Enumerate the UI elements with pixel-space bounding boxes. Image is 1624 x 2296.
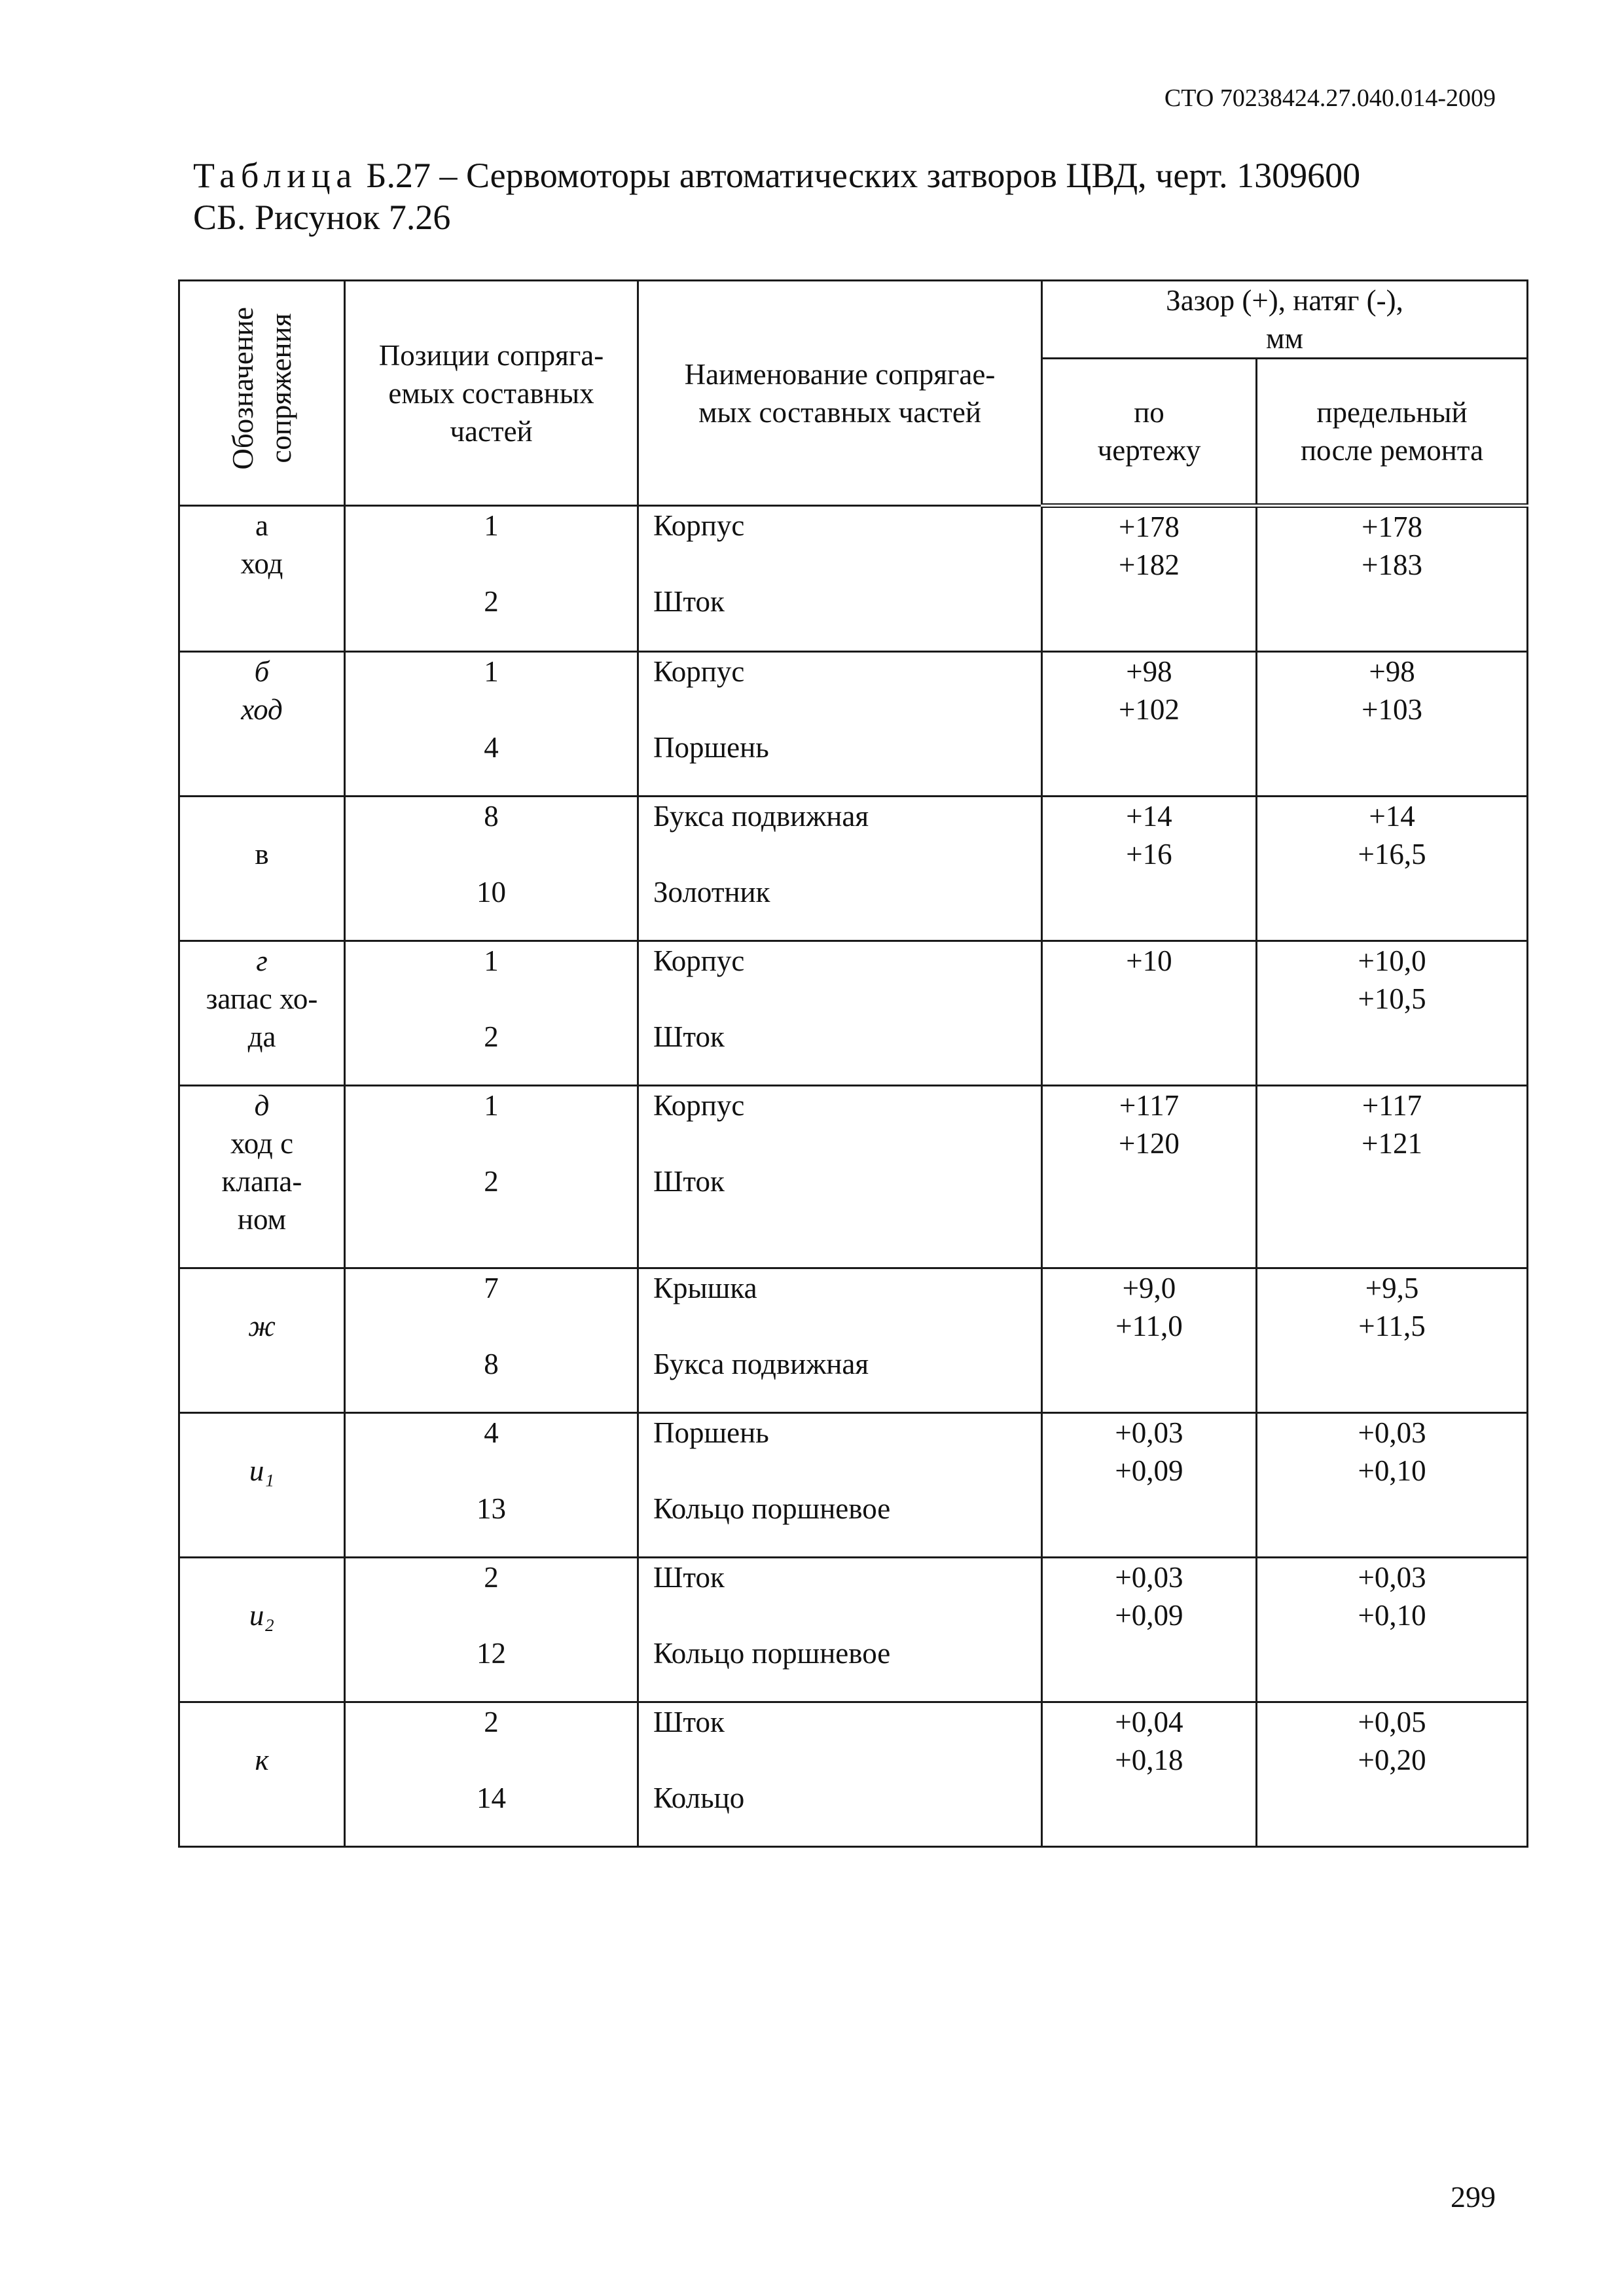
cell-part-names-line: Корпус: [653, 1089, 745, 1122]
cell-gap-limit-line: +0,10: [1358, 1454, 1426, 1487]
cell-designation: [179, 1558, 345, 1702]
cell-positions: [345, 1268, 638, 1413]
cell-part-names-line: Кольцо поршневое: [653, 1637, 891, 1670]
cell-gap-by-drawing-line: +9,0: [1122, 1272, 1176, 1304]
cell-positions-line: 1: [484, 944, 499, 977]
table-row: [179, 506, 1528, 652]
cell-part-names-line: Кольцо поршневое: [653, 1492, 891, 1525]
cell-gap-limit-line: +103: [1362, 693, 1422, 726]
cell-gap-by-drawing: [1042, 797, 1257, 941]
cell-designation-line: б: [254, 655, 270, 688]
cell-part-names-line: Шток: [653, 585, 725, 618]
cell-gap-limit-line: +98: [1369, 655, 1415, 688]
cell-positions-line: 10: [477, 876, 506, 908]
cell-designation: [179, 1413, 345, 1558]
cell-designation-line: ход с: [230, 1127, 294, 1160]
cell-part-names-line: [653, 1124, 1041, 1162]
cell-positions: [345, 1086, 638, 1268]
cell-positions-line: [346, 1124, 637, 1162]
cell-part-names-line: [653, 545, 1041, 583]
cell-part-names-line: [653, 1452, 1041, 1490]
cell-gap-limit-line: +183: [1362, 548, 1422, 581]
header-by-drawing: [1042, 359, 1257, 506]
cell-positions: [345, 1702, 638, 1847]
cell-designation-line: [180, 1414, 344, 1452]
cell-positions-line: 8: [484, 1348, 499, 1380]
cell-part-names: [638, 506, 1042, 652]
cell-positions-line: [346, 545, 637, 583]
cell-designation-line: к: [255, 1744, 269, 1776]
cell-designation-line: клапа-: [221, 1165, 302, 1198]
cell-part-names-line: Букса подвижная: [653, 1348, 869, 1380]
table-row: [179, 1268, 1528, 1413]
header-by-drawing-line: по: [1134, 396, 1164, 429]
cell-designation: [179, 1268, 345, 1413]
cell-part-names-line: [653, 980, 1041, 1018]
cell-positions-line: 2: [484, 1706, 499, 1738]
cell-gap-limit-line: +14: [1369, 800, 1415, 833]
cell-gap-limit-line: +0,05: [1358, 1706, 1426, 1738]
cell-positions-line: [346, 1452, 637, 1490]
cell-gap-by-drawing: [1042, 1268, 1257, 1413]
cell-designation-line: ном: [237, 1203, 287, 1236]
cell-part-names-line: [653, 1307, 1041, 1345]
cell-part-names: [638, 1702, 1042, 1847]
cell-part-names: [638, 797, 1042, 941]
cell-positions-line: 2: [484, 1561, 499, 1594]
cell-positions-line: 1: [484, 655, 499, 688]
cell-designation-line: [180, 1558, 344, 1596]
cell-gap-by-drawing-line: [1043, 980, 1255, 1018]
cell-part-names-line: Поршень: [653, 1416, 769, 1449]
cell-designation: [179, 1702, 345, 1847]
cell-gap-limit-line: +10,5: [1358, 982, 1426, 1015]
cell-gap-limit-line: +178: [1362, 511, 1422, 543]
cell-part-names-line: Золотник: [653, 876, 770, 908]
table-row: [179, 652, 1528, 797]
cell-gap-by-drawing-line: +0,09: [1115, 1599, 1183, 1632]
cell-designation-line: ход: [241, 693, 283, 726]
cell-gap-by-drawing: [1042, 652, 1257, 797]
cell-part-names-line: [653, 1596, 1041, 1634]
cell-part-names-line: Шток: [653, 1020, 725, 1053]
cell-designation-line: ход: [240, 547, 283, 580]
cell-gap-by-drawing-line: +14: [1126, 800, 1172, 833]
cell-part-names: [638, 652, 1042, 797]
cell-part-names: [638, 1268, 1042, 1413]
table-row: [179, 797, 1528, 941]
cell-positions-line: 8: [484, 800, 499, 833]
cell-positions-line: 2: [484, 1020, 499, 1053]
cell-part-names: [638, 941, 1042, 1086]
cell-positions: [345, 1558, 638, 1702]
cell-gap-by-drawing-line: +120: [1119, 1127, 1180, 1160]
cell-designation-line: а: [255, 509, 268, 542]
table-caption: [193, 154, 1528, 238]
cell-designation: [179, 652, 345, 797]
cell-part-names-line: Крышка: [653, 1272, 757, 1304]
cell-gap-by-drawing-line: +0,03: [1115, 1416, 1183, 1449]
cell-positions-line: [346, 1596, 637, 1634]
cell-positions: [345, 652, 638, 797]
header-limit-line: после ремонта: [1300, 434, 1484, 467]
cell-gap-by-drawing-line: +10: [1126, 944, 1172, 977]
cell-part-names-line: [653, 1741, 1041, 1779]
cell-part-names-line: Корпус: [653, 944, 745, 977]
cell-positions-line: 2: [484, 1165, 499, 1198]
cell-designation-line: и₁: [249, 1454, 275, 1487]
cell-positions: [345, 1413, 638, 1558]
cell-part-names-line: Шток: [653, 1561, 725, 1594]
cell-designation-line: запас хо-: [206, 982, 318, 1015]
cell-gap-limit-line: +0,10: [1358, 1599, 1426, 1632]
header-limit: [1257, 359, 1528, 506]
table-row: [179, 1086, 1528, 1268]
cell-gap-by-drawing-line: +0,04: [1115, 1706, 1183, 1738]
cell-gap-limit-line: +11,5: [1358, 1310, 1426, 1342]
cell-gap-limit: [1257, 1702, 1528, 1847]
cell-positions-line: [346, 1307, 637, 1345]
cell-gap-limit: [1257, 1268, 1528, 1413]
cell-gap-by-drawing: [1042, 1413, 1257, 1558]
cell-gap-by-drawing: [1042, 941, 1257, 1086]
cell-designation-line: и₂: [249, 1599, 275, 1632]
cell-designation-line: да: [247, 1020, 276, 1053]
cell-part-names-line: Корпус: [653, 655, 745, 688]
cell-part-names: [638, 1413, 1042, 1558]
cell-gap-limit-line: +121: [1362, 1127, 1422, 1160]
cell-gap-by-drawing-line: +0,03: [1115, 1561, 1183, 1594]
cell-positions: [345, 797, 638, 941]
cell-gap-limit-line: +0,20: [1358, 1744, 1426, 1776]
cell-part-names-line: Букса подвижная: [653, 800, 869, 833]
cell-gap-limit-line: +10,0: [1358, 944, 1426, 977]
header-positions-line: Позиции сопряга-: [378, 338, 604, 372]
cell-positions-line: [346, 835, 637, 873]
cell-positions-line: 7: [484, 1272, 499, 1304]
cell-designation-line: ж: [248, 1310, 276, 1342]
cell-gap-by-drawing-line: +98: [1126, 655, 1172, 688]
cell-gap-by-drawing-line: +117: [1119, 1089, 1180, 1122]
header-part-names: [638, 281, 1042, 506]
cell-positions-line: 1: [484, 509, 499, 542]
mating-clearance-table: [178, 279, 1528, 1848]
cell-part-names-line: Шток: [653, 1165, 725, 1198]
caption-title: Б.27 – Сервомоторы автоматических затворов ЦВД, черт. 1309600: [366, 156, 1361, 195]
cell-positions-line: 13: [477, 1492, 506, 1525]
cell-gap-limit-line: +117: [1362, 1089, 1422, 1122]
cell-gap-limit: [1257, 652, 1528, 797]
header-part-names-line: Наименование сопрягае-: [684, 357, 996, 391]
cell-gap-by-drawing-line: +11,0: [1115, 1310, 1183, 1342]
header-positions-line: частей: [450, 414, 533, 448]
cell-designation-line: в: [255, 838, 269, 870]
cell-designation: [179, 797, 345, 941]
table-row: [179, 941, 1528, 1086]
cell-part-names-line: [653, 691, 1041, 728]
cell-gap-by-drawing-line: +16: [1126, 838, 1172, 870]
cell-gap-limit: [1257, 941, 1528, 1086]
table-row: [179, 1702, 1528, 1847]
header-gap-line: Зазор (+), натяг (-),: [1166, 284, 1403, 317]
cell-gap-limit-line: +0,03: [1358, 1561, 1426, 1594]
cell-gap-limit-line: +0,03: [1358, 1416, 1426, 1449]
header-gap: [1042, 281, 1528, 359]
cell-gap-by-drawing-line: +0,18: [1115, 1744, 1183, 1776]
header-limit-line: предельный: [1316, 396, 1468, 429]
page-number: 299: [1451, 2180, 1496, 2214]
cell-gap-by-drawing: [1042, 506, 1257, 652]
cell-positions-line: [346, 691, 637, 728]
cell-designation-line: д: [254, 1089, 270, 1122]
cell-part-names-line: Шток: [653, 1706, 725, 1738]
table-row: [179, 1558, 1528, 1702]
cell-gap-limit: [1257, 1558, 1528, 1702]
cell-designation: [179, 941, 345, 1086]
cell-positions-line: 4: [484, 731, 499, 764]
cell-part-names-line: Поршень: [653, 731, 769, 764]
cell-positions-line: 14: [477, 1782, 506, 1814]
cell-gap-limit: [1257, 797, 1528, 941]
cell-positions: [345, 941, 638, 1086]
cell-gap-by-drawing: [1042, 1558, 1257, 1702]
header-gap-line: мм: [1266, 322, 1303, 355]
cell-gap-by-drawing: [1042, 1086, 1257, 1268]
cell-part-names: [638, 1086, 1042, 1268]
cell-gap-limit-line: +9,5: [1365, 1272, 1419, 1304]
cell-positions-line: [346, 980, 637, 1018]
cell-part-names-line: Кольцо: [653, 1782, 745, 1814]
caption-figure-ref: СБ. Рисунок 7.26: [193, 198, 451, 237]
cell-positions-line: 1: [484, 1089, 499, 1122]
cell-designation: [179, 506, 345, 652]
header-by-drawing-line: чертежу: [1097, 434, 1201, 467]
cell-part-names: [638, 1558, 1042, 1702]
cell-part-names-line: [653, 835, 1041, 873]
cell-designation-line: [180, 797, 344, 835]
document-code: СТО 70238424.27.040.014-2009: [1164, 84, 1496, 112]
cell-gap-by-drawing-line: +102: [1119, 693, 1180, 726]
cell-designation-line: г: [256, 944, 268, 977]
caption-table-word: Таблица: [193, 156, 357, 195]
cell-gap-limit: [1257, 1086, 1528, 1268]
table-row: [179, 1413, 1528, 1558]
cell-positions-line: 4: [484, 1416, 499, 1449]
cell-positions-line: [346, 1741, 637, 1779]
header-positions-line: емых составных: [388, 376, 594, 410]
cell-gap-limit-line: +16,5: [1358, 838, 1426, 870]
cell-gap-by-drawing-line: +178: [1119, 511, 1180, 543]
header-positions: [345, 281, 638, 506]
cell-part-names-line: Корпус: [653, 509, 745, 542]
cell-gap-by-drawing: [1042, 1702, 1257, 1847]
cell-designation-line: [180, 1703, 344, 1741]
header-designation-line: Обозначение: [226, 307, 259, 470]
cell-designation-line: [180, 1269, 344, 1307]
header-designation-line: сопряжения: [264, 313, 297, 464]
cell-designation: [179, 1086, 345, 1268]
cell-positions-line: 2: [484, 585, 499, 618]
cell-gap-by-drawing-line: +0,09: [1115, 1454, 1183, 1487]
cell-gap-by-drawing-line: +182: [1119, 548, 1180, 581]
cell-gap-limit: [1257, 1413, 1528, 1558]
cell-gap-limit: [1257, 506, 1528, 652]
header-designation: [179, 281, 345, 506]
header-part-names-line: мых составных частей: [698, 395, 981, 429]
cell-positions: [345, 506, 638, 652]
cell-positions-line: 12: [477, 1637, 506, 1670]
